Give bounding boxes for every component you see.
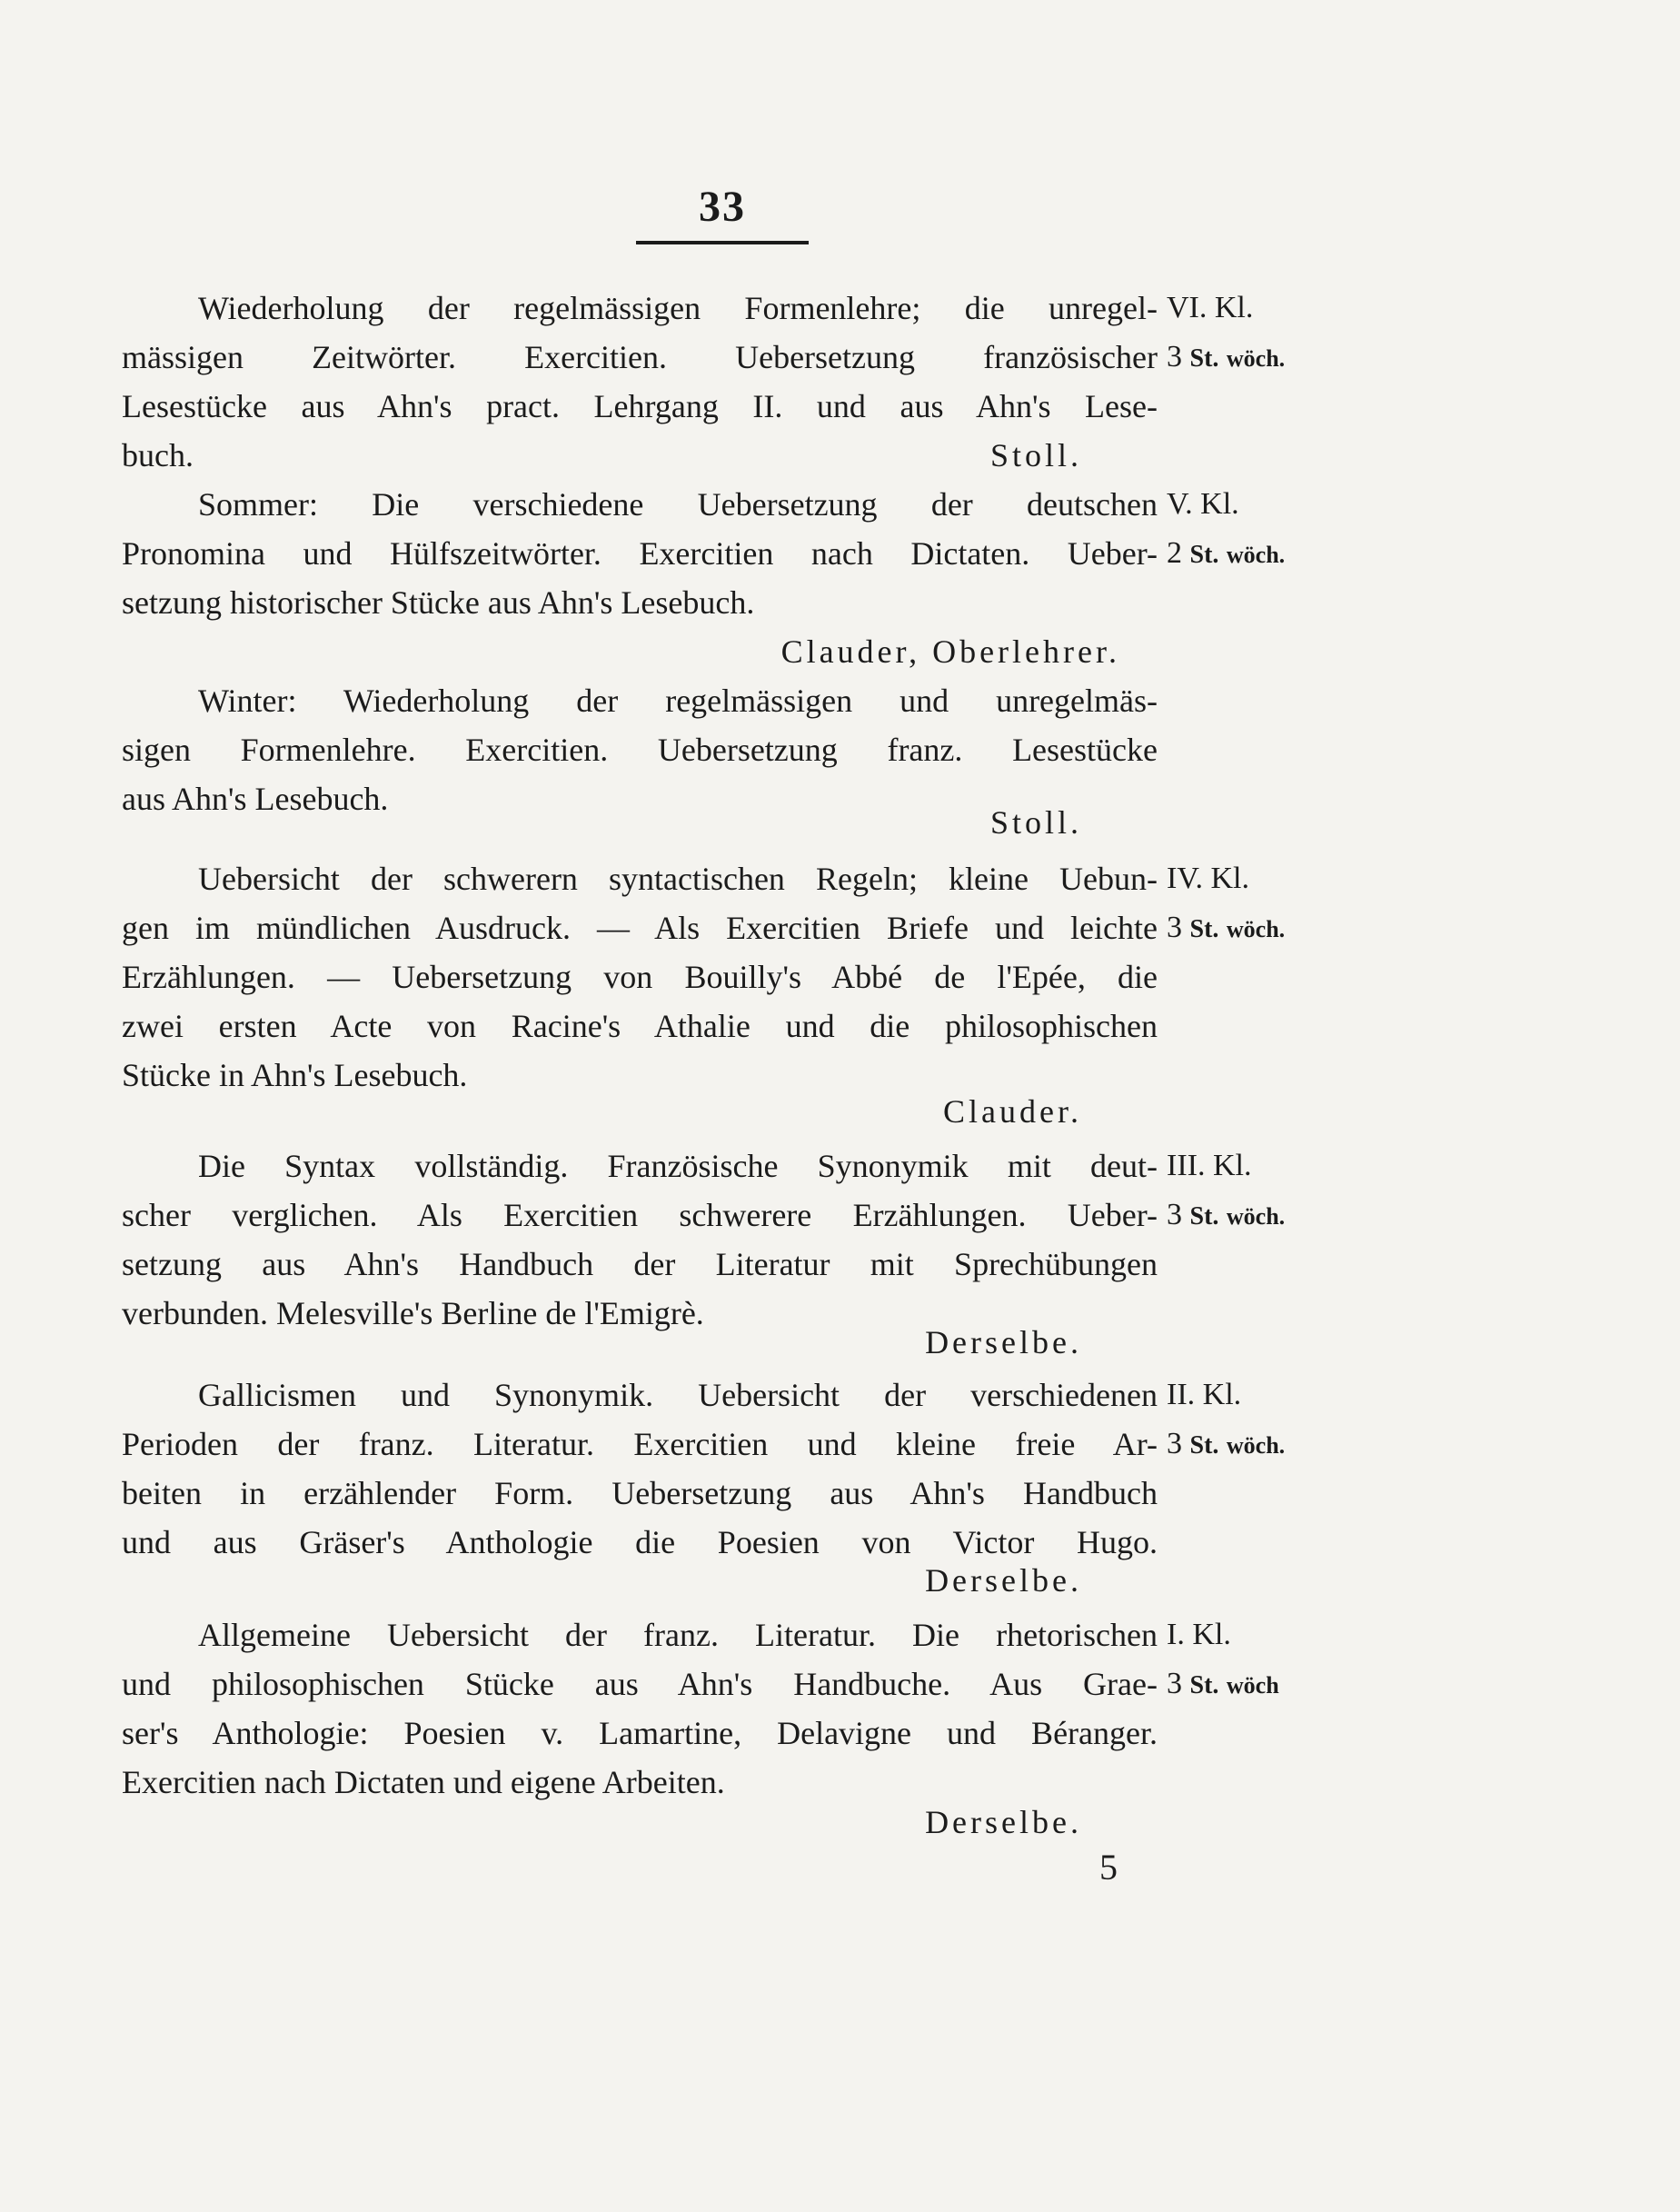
hours-unit: St. [1189,1671,1219,1699]
class-label: V. Kl. [1167,487,1239,521]
text-line: und aus Gräser's Anthologie die Poesien von Victor Hugo. [122,1524,1158,1560]
hours-count: 3 [1167,911,1182,944]
hours-label [1167,1659,1339,1709]
hours-note: wöch. [1226,542,1286,568]
hours-note: wöch. [1226,345,1286,372]
text-line: setzung historischer Stücke aus Ahn's Lesebuch. [122,584,755,621]
hours-count: 3 [1167,1427,1182,1460]
page-number: 33 [699,183,746,231]
hours-note: wöch. [1226,1432,1286,1459]
hours-label [1167,1420,1339,1469]
hours-unit: St. [1189,915,1219,943]
hours-unit: St. [1189,541,1219,569]
hours-unit: St. [1189,1431,1219,1460]
author-name: Stoll. [989,437,1082,473]
class-label: III. Kl. [1167,1149,1252,1182]
author-name: Clauder, Oberlehrer. [780,633,1120,670]
text-line: setzung aus Ahn's Handbuch der Literatur mit Sprechübungen [122,1246,1158,1282]
class-label: I. Kl. [1167,1618,1231,1651]
class-label: II. Kl. [1167,1378,1242,1411]
hours-count: 3 [1167,1198,1182,1231]
text-line: Uebersicht der schwerern syntactischen Regeln; kleine Uebun- [198,861,1158,897]
hours-unit: St. [1189,344,1219,373]
hours-label [1167,529,1339,578]
hours-count: 2 [1167,536,1182,570]
text-line: scher verglichen. Als Exercitien schwerere Erzählungen. Ueber- [122,1197,1158,1233]
signature-mark: 5 [1099,1847,1118,1888]
text-line: verbunden. Melesville's Berline de l'Emigrè. [122,1295,704,1331]
text-line: Pronomina und Hülfszeitwörter. Exercitien nach Dictaten. Ueber- [122,535,1158,572]
author-name: Clauder. [943,1093,1082,1130]
text-line: Wiederholung der regelmässigen Formenlehre; die unregel- [198,290,1158,326]
text-line: gen im mündlichen Ausdruck. — Als Exercitien Briefe und leichte [122,910,1158,946]
text-line: beiten in erzählender Form. Uebersetzung aus Ahn's Handbuch [122,1475,1158,1511]
text-line: Allgemeine Uebersicht der franz. Literatur. Die rhetorischen [198,1617,1158,1653]
class-label: IV. Kl. [1167,862,1249,895]
author-name: Derselbe. [925,1562,1082,1599]
hours-count: 3 [1167,1667,1182,1700]
text-line: buch. [122,437,194,473]
text-line: ser's Anthologie: Poesien v. Lamartine, Delavigne und Béranger. [122,1715,1158,1751]
text-line: Winter: Wiederholung der regelmässigen und unregelmäs- [198,683,1158,719]
hours-unit: St. [1189,1202,1219,1231]
text-line: und philosophischen Stücke aus Ahn's Handbuche. Aus Grae- [122,1666,1158,1702]
hours-label [1167,1191,1339,1240]
page-number-rule [636,241,809,244]
text-line: Perioden der franz. Literatur. Exercitien und kleine freie Ar- [122,1426,1158,1462]
hours-note: wöch [1226,1672,1279,1699]
text-line: Gallicismen und Synonymik. Uebersicht der verschiedenen [198,1377,1158,1413]
text-line: Die Syntax vollständig. Französische Synonymik mit deut- [198,1148,1158,1184]
text-line: Stücke in Ahn's Lesebuch. [122,1057,468,1093]
text-line: aus Ahn's Lesebuch. [122,781,389,817]
hours-count: 3 [1167,340,1182,374]
text-line: sigen Formenlehre. Exercitien. Uebersetzung franz. Lesestücke [122,732,1158,768]
author-name: Stoll. [989,804,1082,841]
hours-label [1167,903,1339,952]
text-line: Lesestücke aus Ahn's pract. Lehrgang II. und aus Ahn's Lese- [122,388,1158,424]
class-label: VI. Kl. [1167,291,1254,324]
hours-note: wöch. [1226,1203,1286,1230]
hours-note: wöch. [1226,916,1286,942]
text-line: zwei ersten Acte von Racine's Athalie und die philosophischen [122,1008,1158,1044]
text-line: Exercitien nach Dictaten und eigene Arbeiten. [122,1764,725,1800]
author-name: Derselbe. [925,1324,1082,1360]
author-name: Derselbe. [925,1804,1082,1840]
text-line: Erzählungen. — Uebersetzung von Bouilly's Abbé de l'Epée, die [122,959,1158,995]
text-line: Sommer: Die verschiedene Uebersetzung der deutschen [198,486,1158,523]
text-line: mässigen Zeitwörter. Exercitien. Uebersetzung französischer [122,339,1158,375]
hours-label [1167,333,1339,382]
